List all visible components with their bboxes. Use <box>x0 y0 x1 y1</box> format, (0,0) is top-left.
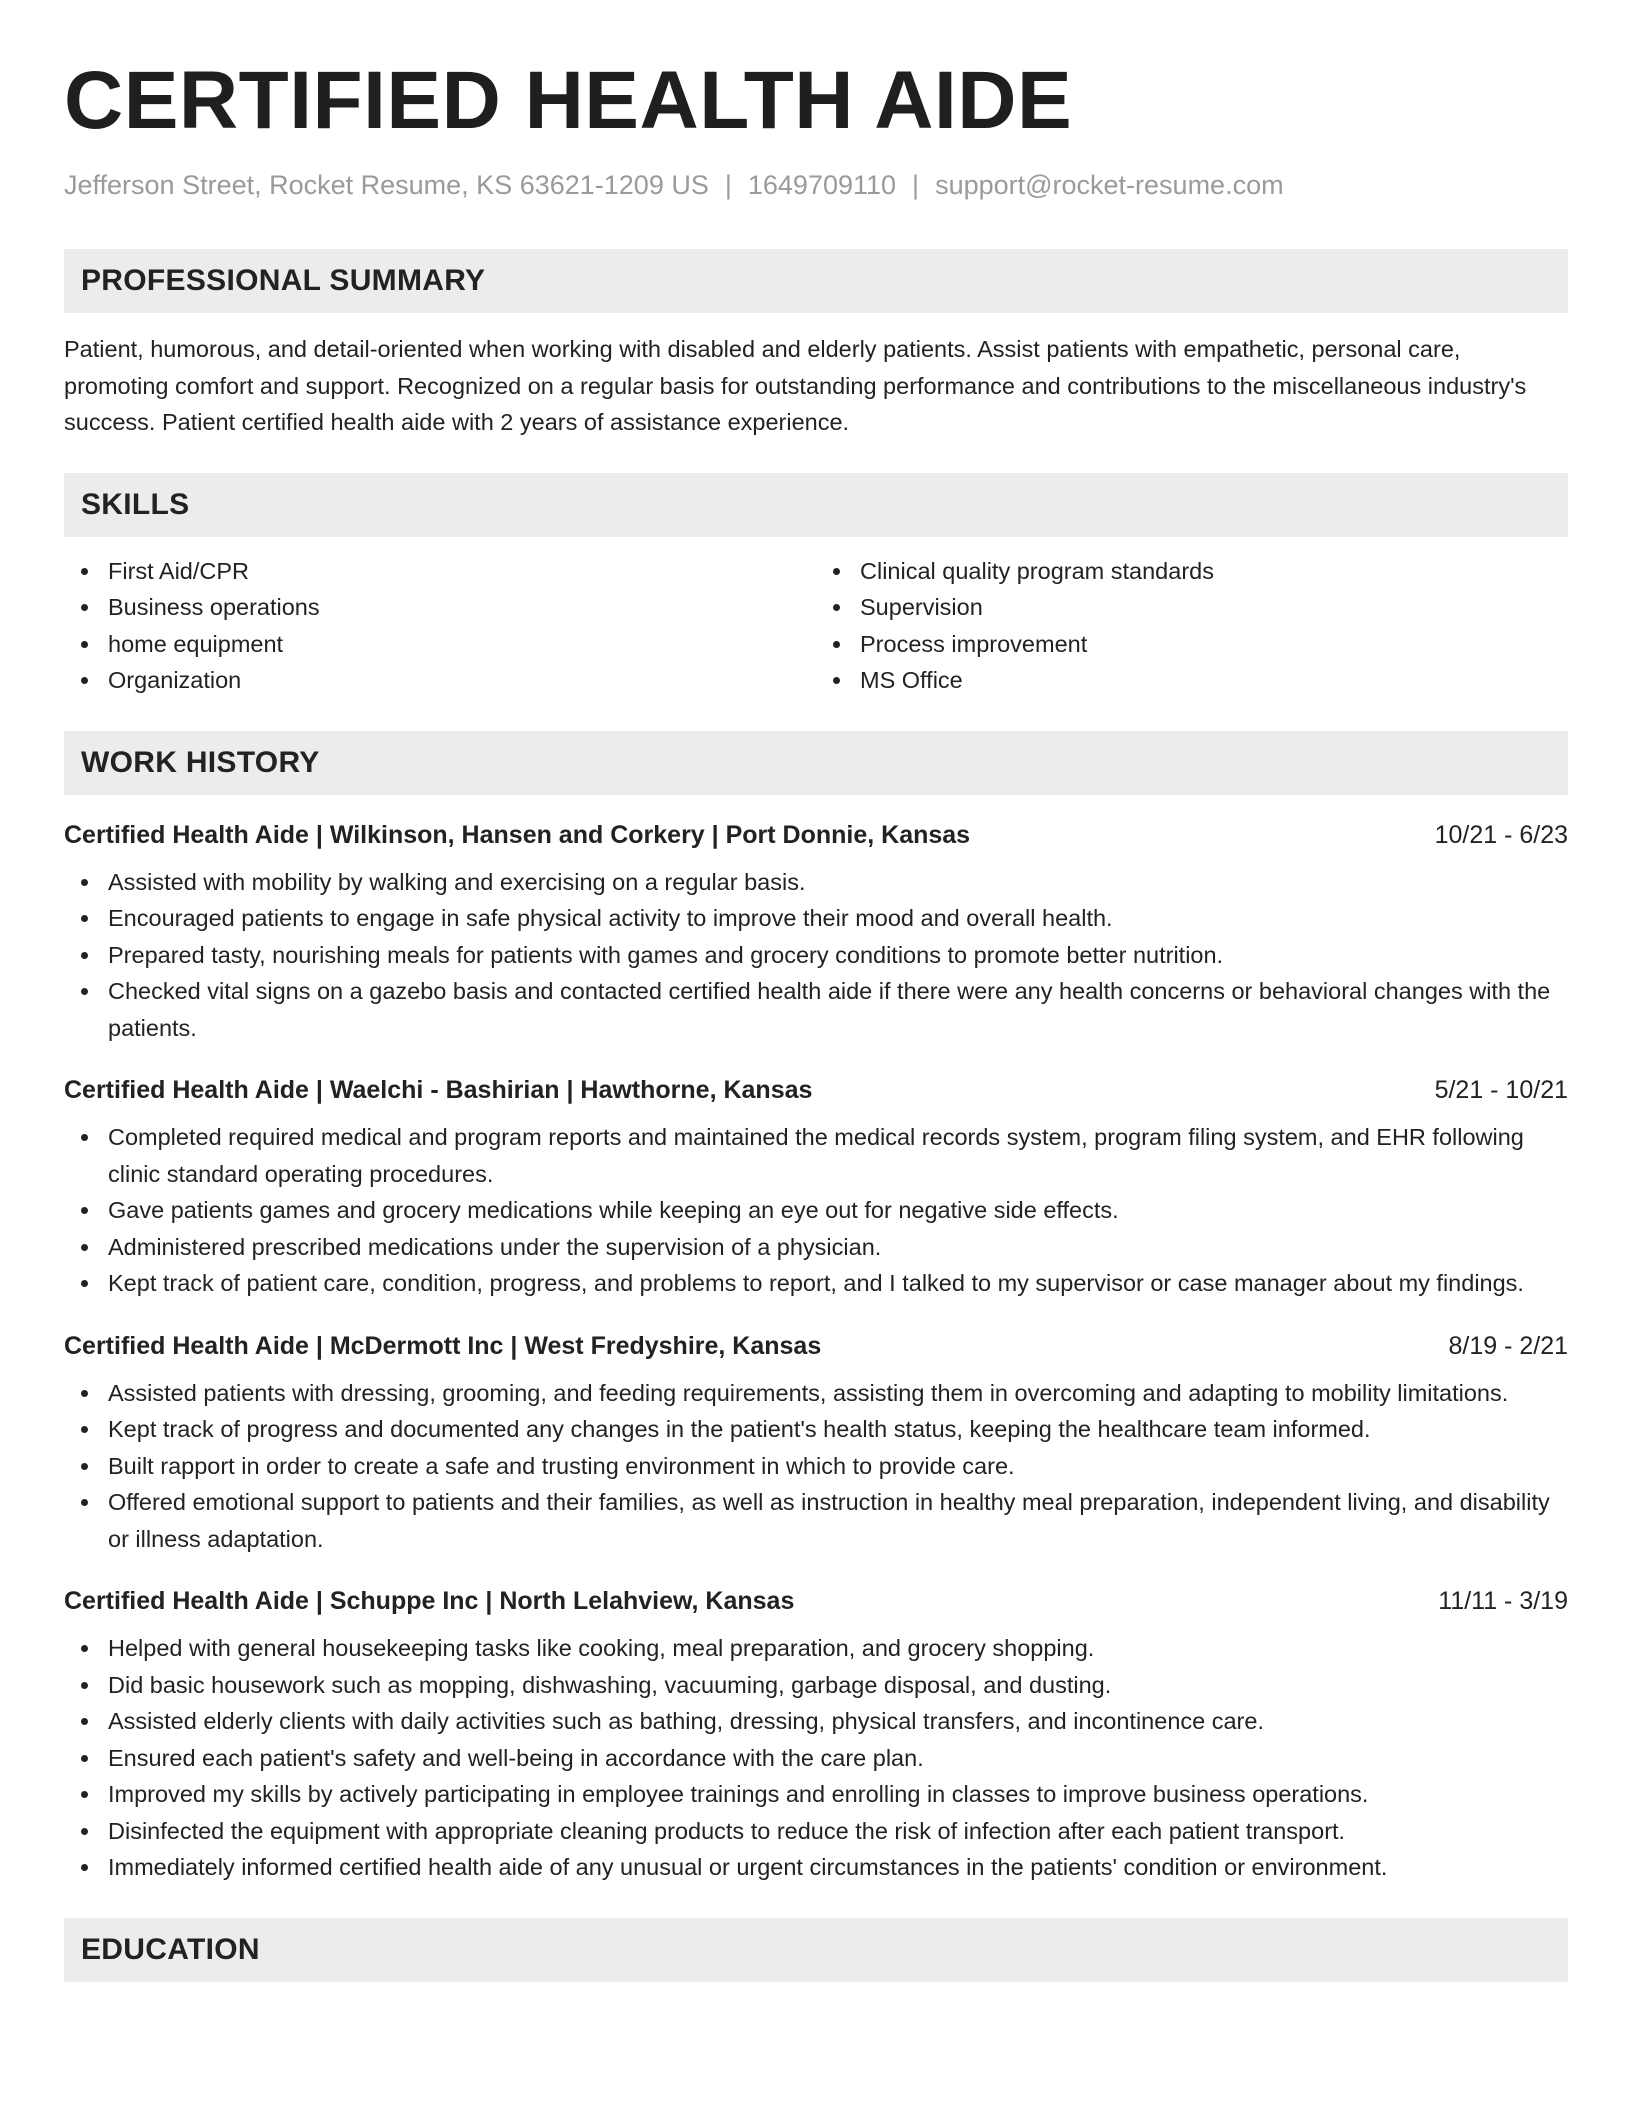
summary-text: Patient, humorous, and detail-oriented when working with disabled and elderly patients. Assist patients with empathetic, personal care, promoting comfort and support. Recognized on a regular basis for outstanding performance and contributions to the miscellaneous industry's success. Patient certified health aide with 2 years of assistance experience. <box>64 336 1527 436</box>
job-bullet: Prepared tasty, nourishing meals for patients with games and grocery conditions to promote better nutrition. <box>108 937 1568 974</box>
job-title: Certified Health Aide | Schuppe Inc | North Lelahview, Kansas <box>64 1587 795 1616</box>
job-bullet: Encouraged patients to engage in safe physical activity to improve their mood and overall health. <box>108 900 1568 937</box>
section-header-summary: PROFESSIONAL SUMMARY <box>64 249 1568 313</box>
job-bullets <box>64 1630 1568 1886</box>
contact-line <box>64 168 1568 203</box>
contact-separator: | <box>724 170 732 201</box>
job-title: Certified Health Aide | McDermott Inc | West Fredyshire, Kansas <box>64 1331 822 1360</box>
job-header <box>64 1076 1568 1105</box>
job-entry <box>64 1332 1568 1558</box>
job-bullet: Checked vital signs on a gazebo basis and contacted certified health aide if there were any health concerns or behavioral changes with the patients. <box>108 973 1568 1046</box>
job-dates: 5/21 - 10/21 <box>1434 1076 1568 1105</box>
job-dates: 11/11 - 3/19 <box>1438 1587 1568 1616</box>
skill-item: First Aid/CPR <box>108 553 816 590</box>
job-title: Certified Health Aide | Wilkinson, Hansen and Corkery | Port Donnie, Kansas <box>64 820 971 849</box>
resume-name: CERTIFIED HEALTH AIDE <box>64 55 1073 146</box>
job-entry <box>64 1076 1568 1302</box>
job-bullet: Kept track of patient care, condition, progress, and problems to report, and I talked to my supervisor or case manager about my findings. <box>108 1265 1568 1302</box>
job-bullet: Gave patients games and grocery medications while keeping an eye out for negative side effects. <box>108 1192 1568 1229</box>
job-bullet: Assisted elderly clients with daily activities such as bathing, dressing, physical transfers, and incontinence care. <box>108 1703 1568 1740</box>
skill-item: Supervision <box>860 589 1568 626</box>
skill-item: Organization <box>108 662 816 699</box>
skill-item: Process improvement <box>860 626 1568 663</box>
contact-separator: | <box>912 170 920 201</box>
job-bullet: Offered emotional support to patients and their families, as well as instruction in healthy meal preparation, independent living, and disability or illness adaptation. <box>108 1484 1568 1557</box>
job-entry <box>64 821 1568 1047</box>
contact-email: support@rocket-resume.com <box>935 170 1284 201</box>
skill-item: home equipment <box>108 626 816 663</box>
job-bullet: Administered prescribed medications under the supervision of a physician. <box>108 1229 1568 1266</box>
job-bullet: Built rapport in order to create a safe and trusting environment in which to provide care. <box>108 1448 1568 1485</box>
skills-grid <box>64 553 1568 699</box>
job-bullet: Ensured each patient's safety and well-being in accordance with the care plan. <box>108 1740 1568 1777</box>
job-bullets <box>64 864 1568 1047</box>
job-bullet: Helped with general housekeeping tasks like cooking, meal preparation, and grocery shopping. <box>108 1630 1568 1667</box>
job-title: Certified Health Aide | Waelchi - Bashirian | Hawthorne, Kansas <box>64 1076 813 1105</box>
job-bullets <box>64 1119 1568 1302</box>
job-header <box>64 1332 1568 1361</box>
job-entry <box>64 1587 1568 1886</box>
job-bullet: Did basic housework such as mopping, dishwashing, vacuuming, garbage disposal, and dusting. <box>108 1667 1568 1704</box>
job-bullet: Disinfected the equipment with appropriate cleaning products to reduce the risk of infection after each patient transport. <box>108 1813 1568 1850</box>
job-bullet: Completed required medical and program reports and maintained the medical records system, program filing system, and EHR following clinic standard operating procedures. <box>108 1119 1568 1192</box>
job-dates: 10/21 - 6/23 <box>1434 820 1568 849</box>
job-bullet: Improved my skills by actively participating in employee trainings and enrolling in classes to improve business operations. <box>108 1776 1568 1813</box>
contact-address: Jefferson Street, Rocket Resume, KS 63621-1209 US <box>64 170 709 201</box>
job-bullets <box>64 1375 1568 1558</box>
skill-item: Business operations <box>108 589 816 626</box>
skills-list-left <box>64 553 816 699</box>
section-header-skills: SKILLS <box>64 473 1568 537</box>
job-header <box>64 1587 1568 1616</box>
section-header-work-history: WORK HISTORY <box>64 731 1568 795</box>
skills-list-right <box>816 553 1568 699</box>
job-bullet: Kept track of progress and documented any changes in the patient's health status, keeping the healthcare team informed. <box>108 1411 1568 1448</box>
contact-phone: 1649709110 <box>747 170 897 201</box>
section-header-education: EDUCATION <box>64 1918 1568 1982</box>
job-header <box>64 821 1568 850</box>
job-dates: 8/19 - 2/21 <box>1448 1331 1568 1360</box>
skill-item: MS Office <box>860 662 1568 699</box>
skill-item: Clinical quality program standards <box>860 553 1568 590</box>
job-bullet: Assisted patients with dressing, grooming, and feeding requirements, assisting them in overcoming and adapting to mobility limitations. <box>108 1375 1568 1412</box>
job-bullet: Immediately informed certified health aide of any unusual or urgent circumstances in the patients' condition or environment. <box>108 1849 1568 1886</box>
job-bullet: Assisted with mobility by walking and exercising on a regular basis. <box>108 864 1568 901</box>
